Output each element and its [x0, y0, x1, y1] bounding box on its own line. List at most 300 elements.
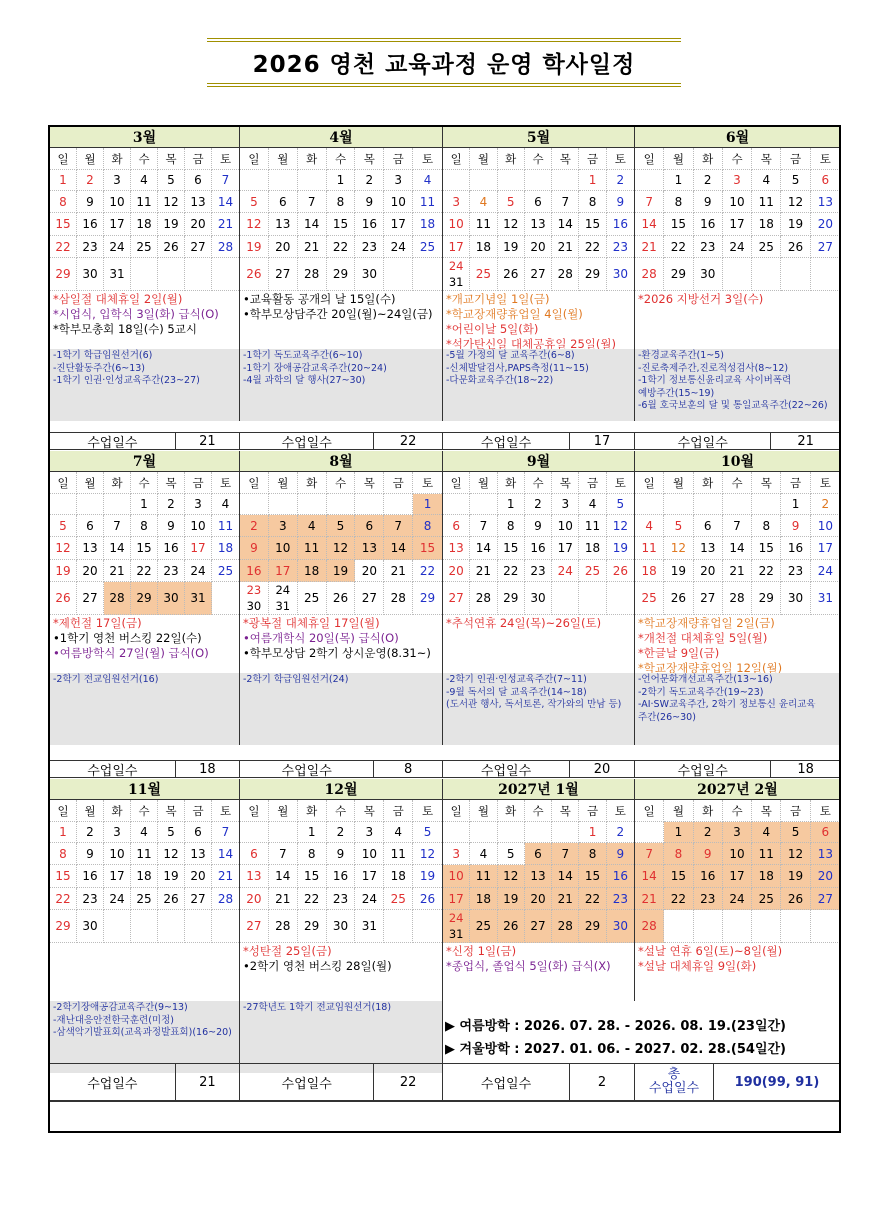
day-cell: 25 — [212, 560, 239, 582]
day-cell: 9 — [77, 191, 104, 213]
total-lesson-days — [635, 1063, 841, 1101]
day-cell: 4 — [752, 822, 781, 843]
weekday-label: 수 — [131, 800, 158, 822]
weekday-label: 일 — [443, 800, 470, 822]
day-cell: 15 — [579, 865, 606, 888]
day-cell: 28 — [212, 236, 239, 258]
day-cell: 18 — [298, 560, 327, 582]
day-cell: 28 — [552, 910, 579, 943]
day-cell: 11 — [579, 515, 606, 537]
day-cell: 13 — [694, 537, 723, 560]
day-cell: 1 — [664, 170, 693, 191]
day-cell — [470, 822, 497, 843]
day-cell: 27 — [185, 236, 212, 258]
day-cell: 4 — [752, 170, 781, 191]
day-cell: 19 — [50, 560, 77, 582]
day-cell: 26 — [240, 258, 269, 291]
day-cell: 21 — [635, 236, 664, 258]
lesson-days-label: 수업일수 — [677, 435, 728, 451]
weekday-label: 월 — [77, 472, 104, 494]
day-cell: 11 — [752, 191, 781, 213]
lesson-days-value: 18 — [175, 761, 239, 777]
day-cell: 26 — [781, 236, 810, 258]
day-cell — [240, 582, 269, 615]
day-cell: 16 — [694, 213, 723, 236]
total-label — [635, 1068, 713, 1096]
lesson-days-row — [240, 432, 443, 450]
lesson-days-label: 수업일수 — [87, 1076, 138, 1092]
day-number: 23 — [246, 583, 262, 597]
day-cell: 23 — [694, 888, 723, 910]
holiday-notes — [443, 615, 635, 673]
day-cell: 30 — [77, 910, 104, 943]
day-cell — [384, 258, 413, 291]
day-cell: 28 — [212, 888, 239, 910]
day-cell: 22 — [327, 236, 356, 258]
day-cell: 27 — [77, 582, 104, 615]
activity-line: -AI·SW교육주간, 2학기 정보통신 윤리교육 — [638, 699, 816, 710]
day-cell — [664, 910, 693, 943]
activity-line: 주간(26~30) — [638, 711, 696, 723]
day-cell: 25 — [752, 888, 781, 910]
day-cell: 5 — [50, 515, 77, 537]
day-cell: 20 — [185, 213, 212, 236]
day-cell: 20 — [355, 560, 384, 582]
day-cell: 5 — [781, 822, 810, 843]
day-cell: 13 — [811, 191, 840, 213]
day-cell: 6 — [525, 191, 552, 213]
weekday-label: 일 — [240, 800, 269, 822]
weekday-label: 일 — [50, 148, 77, 170]
day-cell — [50, 494, 77, 515]
day-cell: 27 — [811, 888, 840, 910]
day-cell: 1 — [131, 494, 158, 515]
day-cell: 12 — [158, 191, 185, 213]
day-cell: 13 — [443, 537, 470, 560]
activity-line: -2학기 인권·인성교육주간(7~11) — [446, 674, 587, 685]
day-cell: 23 — [694, 236, 723, 258]
day-cell — [811, 910, 840, 943]
day-cell: 26 — [781, 888, 810, 910]
day-cell: 2 — [240, 515, 269, 537]
day-cell: 21 — [552, 888, 579, 910]
day-cell: 6 — [811, 170, 840, 191]
month-calendar — [50, 800, 240, 943]
day-cell — [355, 494, 384, 515]
weekday-label: 일 — [240, 148, 269, 170]
note-line: *추석연휴 24일(목)~26일(토) — [446, 616, 602, 630]
day-cell: 29 — [50, 258, 77, 291]
weekday-label: 토 — [212, 472, 239, 494]
month-header: 8월 — [240, 451, 443, 472]
day-cell: 18 — [384, 865, 413, 888]
day-cell — [240, 170, 269, 191]
day-cell: 8 — [298, 843, 327, 865]
day-cell: 9 — [77, 843, 104, 865]
day-cell: 8 — [579, 843, 606, 865]
weekday-label: 금 — [781, 472, 810, 494]
day-cell: 10 — [443, 213, 470, 236]
weekday-label: 금 — [185, 800, 212, 822]
day-cell: 17 — [552, 537, 579, 560]
weekday-label: 화 — [104, 800, 131, 822]
day-cell: 4 — [470, 191, 497, 213]
day-cell — [443, 258, 470, 291]
day-cell: 27 — [694, 582, 723, 615]
day-cell — [104, 910, 131, 943]
day-cell: 29 — [50, 910, 77, 943]
weekday-label: 월 — [269, 472, 298, 494]
activity-line: -4월 과학의 달 행사(27~30) — [243, 375, 366, 386]
weekday-label: 화 — [694, 148, 723, 170]
day-cell: 3 — [185, 494, 212, 515]
lesson-days-row — [635, 760, 841, 778]
day-cell: 31 — [811, 582, 840, 615]
month-header: 3월 — [50, 127, 240, 148]
day-cell: 8 — [664, 843, 693, 865]
day-cell — [723, 258, 752, 291]
day-cell — [811, 258, 840, 291]
day-cell: 22 — [50, 236, 77, 258]
day-cell: 26 — [50, 582, 77, 615]
day-cell — [498, 170, 525, 191]
day-cell: 28 — [470, 582, 497, 615]
day-cell: 28 — [552, 258, 579, 291]
day-cell: 24 — [552, 560, 579, 582]
page-title: 2026 영천 교육과정 운영 학사일정 — [207, 38, 681, 87]
weekday-label: 금 — [384, 472, 413, 494]
note-line: •학부모상담 2학기 상시운영(8.31~) — [243, 646, 431, 660]
activity-list — [443, 349, 635, 421]
note-line: *2026 지방선거 3일(수) — [638, 292, 764, 306]
day-cell: 18 — [752, 213, 781, 236]
day-cell: 18 — [470, 236, 497, 258]
day-cell: 9 — [158, 515, 185, 537]
day-cell: 11 — [752, 843, 781, 865]
day-cell: 24 — [355, 888, 384, 910]
day-cell — [77, 494, 104, 515]
lesson-days-value: 20 — [569, 761, 634, 777]
summer-vacation: ▶ 여름방학 : 2026. 07. 28. - 2026. 08. 19.(23일간) — [445, 1019, 787, 1034]
day-cell: 19 — [158, 213, 185, 236]
day-cell: 31 — [355, 910, 384, 943]
day-cell: 20 — [77, 560, 104, 582]
day-cell: 19 — [607, 537, 634, 560]
day-cell: 31 — [104, 258, 131, 291]
activity-line: -1학기 정보통신윤리교육 사이버폭력 — [638, 375, 792, 386]
day-cell: 12 — [498, 865, 525, 888]
day-number: 30 — [246, 599, 262, 613]
day-cell: 28 — [298, 258, 327, 291]
day-cell: 16 — [77, 865, 104, 888]
day-cell — [552, 822, 579, 843]
total-label-top: 총 — [667, 1067, 681, 1082]
day-cell: 5 — [498, 843, 525, 865]
lesson-days-value: 18 — [770, 761, 840, 777]
day-cell: 29 — [327, 258, 356, 291]
activity-line: -1학기 장애공감교육주간(20~24) — [243, 362, 387, 374]
weekday-label: 토 — [811, 148, 840, 170]
day-cell: 11 — [212, 515, 239, 537]
activity-line: -27학년도 1학기 전교임원선거(18) — [243, 1002, 392, 1013]
day-cell: 25 — [131, 888, 158, 910]
weekday-label: 토 — [607, 148, 634, 170]
day-cell: 16 — [77, 213, 104, 236]
day-cell: 25 — [131, 236, 158, 258]
month-calendar — [50, 148, 240, 291]
day-cell: 7 — [552, 843, 579, 865]
weekday-label: 월 — [664, 148, 693, 170]
day-cell: 7 — [212, 822, 239, 843]
day-cell: 4 — [131, 822, 158, 843]
lesson-days-label: 수업일수 — [480, 1076, 532, 1092]
holiday-notes — [443, 943, 635, 1001]
day-cell: 3 — [384, 170, 413, 191]
day-cell: 13 — [185, 843, 212, 865]
activity-line: -삼색악기발표회(교육과정발표회)(16~20) — [53, 1027, 232, 1038]
day-cell: 10 — [104, 191, 131, 213]
weekday-label: 수 — [723, 472, 752, 494]
day-cell: 6 — [240, 843, 269, 865]
day-cell: 25 — [413, 236, 442, 258]
weekday-label: 목 — [752, 472, 781, 494]
lesson-days-value: 17 — [569, 433, 634, 449]
day-cell: 19 — [158, 865, 185, 888]
month-calendar — [240, 148, 443, 291]
day-cell: 13 — [355, 537, 384, 560]
weekday-label: 일 — [50, 472, 77, 494]
holiday-notes — [635, 615, 841, 673]
lesson-days-row — [50, 1063, 240, 1101]
day-cell: 16 — [525, 537, 552, 560]
day-cell: 6 — [269, 191, 298, 213]
day-cell: 8 — [579, 191, 606, 213]
lesson-days-value: 21 — [770, 433, 840, 449]
day-cell: 6 — [694, 515, 723, 537]
day-cell: 11 — [470, 865, 497, 888]
day-cell: 1 — [781, 494, 810, 515]
day-cell: 9 — [240, 537, 269, 560]
day-cell: 18 — [212, 537, 239, 560]
day-cell: 19 — [664, 560, 693, 582]
day-cell: 5 — [413, 822, 442, 843]
note-line: *학부모총회 18일(수) 5교시 — [53, 322, 197, 336]
note-line: *시업식, 입학식 3일(화) 급식(O) — [53, 307, 219, 321]
day-cell: 5 — [240, 191, 269, 213]
day-cell: 18 — [752, 865, 781, 888]
day-cell: 3 — [723, 822, 752, 843]
day-cell: 14 — [552, 865, 579, 888]
day-cell: 17 — [443, 236, 470, 258]
weekday-label: 금 — [579, 472, 606, 494]
activity-list — [50, 673, 240, 745]
note-line: *종업식, 졸업식 5일(화) 급식(X) — [446, 959, 611, 973]
day-cell: 27 — [525, 910, 552, 943]
day-cell: 10 — [104, 843, 131, 865]
day-cell: 8 — [413, 515, 442, 537]
day-cell: 14 — [470, 537, 497, 560]
activity-line: -환경교육주간(1~5) — [638, 350, 724, 361]
note-line: *삼일절 대체휴일 2일(월) — [53, 292, 183, 306]
weekday-label: 화 — [694, 800, 723, 822]
day-cell: 11 — [470, 213, 497, 236]
day-cell: 8 — [664, 191, 693, 213]
day-cell — [635, 822, 664, 843]
activity-line: -1학기 독도교육주간(6~10) — [243, 350, 363, 361]
day-cell: 7 — [212, 170, 239, 191]
day-cell — [240, 494, 269, 515]
day-cell: 12 — [781, 191, 810, 213]
day-cell: 4 — [131, 170, 158, 191]
day-cell — [525, 170, 552, 191]
day-cell: 6 — [185, 170, 212, 191]
weekday-label: 수 — [723, 148, 752, 170]
day-cell: 30 — [158, 582, 185, 615]
day-cell: 8 — [327, 191, 356, 213]
day-cell: 26 — [498, 910, 525, 943]
winter-vacation: ▶ 겨울방학 : 2027. 01. 06. - 2027. 02. 28.(54일간) — [445, 1042, 787, 1057]
activity-list — [240, 673, 443, 745]
lesson-days-label: 수업일수 — [281, 1076, 332, 1092]
day-cell: 19 — [327, 560, 356, 582]
day-cell: 16 — [607, 213, 634, 236]
day-cell: 27 — [811, 236, 840, 258]
day-cell: 23 — [781, 560, 810, 582]
weekday-label: 화 — [694, 472, 723, 494]
day-cell: 19 — [781, 213, 810, 236]
day-cell: 29 — [413, 582, 442, 615]
day-cell: 9 — [694, 191, 723, 213]
day-cell: 5 — [607, 494, 634, 515]
day-cell: 11 — [384, 843, 413, 865]
day-cell: 8 — [752, 515, 781, 537]
day-cell — [723, 910, 752, 943]
weekday-label: 토 — [607, 800, 634, 822]
day-cell — [552, 582, 579, 615]
day-cell: 1 — [413, 494, 442, 515]
day-cell: 19 — [413, 865, 442, 888]
weekday-label: 목 — [355, 800, 384, 822]
day-number: 24 — [448, 911, 464, 925]
day-cell: 15 — [50, 213, 77, 236]
day-cell: 23 — [77, 888, 104, 910]
day-cell: 23 — [158, 560, 185, 582]
day-cell: 25 — [635, 582, 664, 615]
day-cell: 7 — [298, 191, 327, 213]
note-line: *설날 대체휴일 9일(화) — [638, 959, 757, 973]
month-calendar — [240, 800, 443, 943]
day-cell: 23 — [525, 560, 552, 582]
day-cell: 28 — [104, 582, 131, 615]
day-cell: 15 — [752, 537, 781, 560]
day-number: 31 — [275, 599, 291, 613]
activity-line: -2학기 학급임원선거(24) — [243, 674, 349, 685]
weekday-label: 일 — [635, 148, 664, 170]
day-cell — [579, 582, 606, 615]
note-line: *신정 1일(금) — [446, 944, 517, 958]
lesson-days-row — [635, 432, 841, 450]
day-cell — [298, 170, 327, 191]
day-cell: 5 — [664, 515, 693, 537]
weekday-label: 금 — [781, 800, 810, 822]
day-cell: 8 — [50, 191, 77, 213]
weekday-label: 화 — [498, 148, 525, 170]
weekday-label: 목 — [355, 472, 384, 494]
day-cell: 9 — [355, 191, 384, 213]
day-cell: 27 — [269, 258, 298, 291]
day-cell: 26 — [664, 582, 693, 615]
day-cell: 20 — [443, 560, 470, 582]
day-cell: 16 — [781, 537, 810, 560]
weekday-label: 수 — [327, 800, 356, 822]
day-cell: 12 — [158, 843, 185, 865]
day-cell: 25 — [579, 560, 606, 582]
day-cell: 21 — [635, 888, 664, 910]
note-line: *학교장재량휴업일 4일(월) — [446, 307, 583, 321]
day-cell: 2 — [77, 822, 104, 843]
lesson-days-label: 수업일수 — [281, 435, 332, 451]
activity-line: -진단활동주간(6~13) — [53, 362, 145, 374]
weekday-label: 수 — [131, 148, 158, 170]
total-value: 190(99, 91) — [713, 1064, 840, 1100]
lesson-days-row — [443, 432, 635, 450]
day-cell: 24 — [723, 888, 752, 910]
day-cell: 11 — [413, 191, 442, 213]
weekday-label: 월 — [470, 800, 497, 822]
day-cell: 6 — [355, 515, 384, 537]
day-cell: 12 — [327, 537, 356, 560]
activity-line: (도서관 행사, 독서토론, 작가와의 만남 등) — [446, 699, 622, 710]
day-cell: 1 — [498, 494, 525, 515]
day-cell: 14 — [635, 865, 664, 888]
day-cell: 16 — [327, 865, 356, 888]
day-cell: 7 — [635, 191, 664, 213]
weekday-label: 수 — [525, 148, 552, 170]
day-number: 31 — [448, 927, 464, 941]
day-cell: 29 — [579, 910, 606, 943]
day-cell: 13 — [525, 213, 552, 236]
note-line: •학부모상담주간 20일(월)~24일(금) — [243, 307, 433, 321]
lesson-days-value: 22 — [373, 1064, 442, 1100]
day-cell — [694, 910, 723, 943]
day-cell: 28 — [635, 258, 664, 291]
day-cell: 3 — [443, 843, 470, 865]
day-cell: 4 — [384, 822, 413, 843]
day-cell: 27 — [185, 888, 212, 910]
day-cell: 18 — [131, 213, 158, 236]
day-cell: 27 — [240, 910, 269, 943]
day-cell: 30 — [607, 258, 634, 291]
day-cell: 14 — [298, 213, 327, 236]
day-cell — [470, 170, 497, 191]
weekday-label: 수 — [327, 472, 356, 494]
activity-line: -언어문화개선교육주간(13~16) — [638, 674, 773, 685]
holiday-notes — [635, 291, 841, 349]
day-cell: 17 — [104, 865, 131, 888]
day-cell: 14 — [212, 191, 239, 213]
day-cell: 5 — [327, 515, 356, 537]
day-cell: 1 — [50, 170, 77, 191]
day-cell — [498, 822, 525, 843]
day-cell: 11 — [131, 843, 158, 865]
lesson-days-value: 21 — [175, 433, 239, 449]
day-cell: 14 — [723, 537, 752, 560]
day-cell — [413, 910, 442, 943]
day-cell — [131, 258, 158, 291]
day-cell: 14 — [104, 537, 131, 560]
weekday-label: 목 — [752, 148, 781, 170]
activity-list — [50, 349, 240, 421]
